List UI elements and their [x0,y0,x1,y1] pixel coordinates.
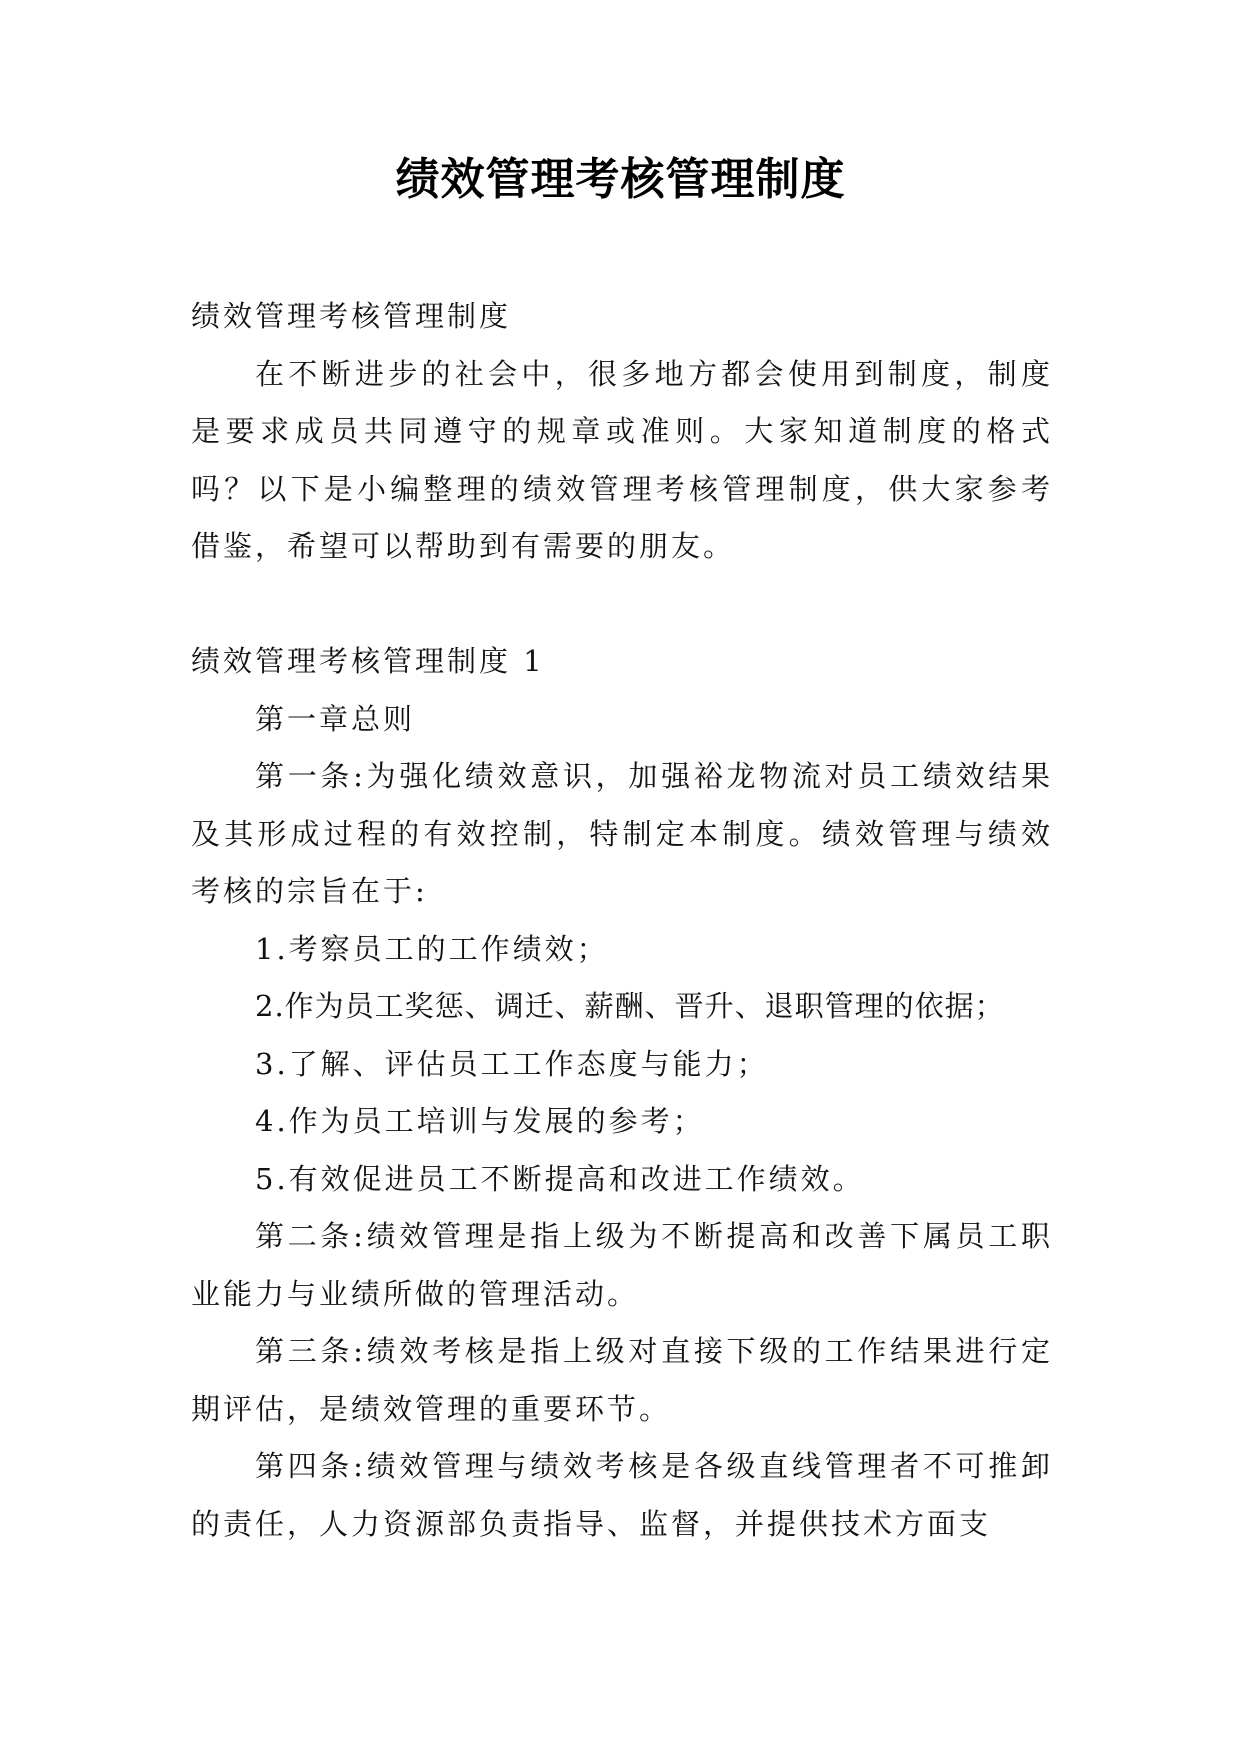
document-subtitle: 绩效管理考核管理制度 [191,299,512,333]
list-item: 3.了解、评估员工工作态度与能力； [255,1046,769,1081]
document-title: 绩效管理考核管理制度 [395,154,846,205]
intro-paragraph: 在不断进步的社会中，很多地方都会使用到制度，制度是要求成员共同遵守的规章或准则。大家知道制度的格式吗？以下是小编整理的绩效管理考核管理制度，供大家参考借鉴，希望可以帮助到有需要的朋友。 [191,356,1053,563]
article-2: 第二条:绩效管理是指上级为不断提高和改善下属员工职业能力与业绩所做的管理活动。 [191,1219,1053,1311]
document-body [191,288,1053,1553]
article-1: 第一条:为强化绩效意识，加强裕龙物流对员工绩效结果及其形成过程的有效控制，特制定本制度。绩效管理与绩效考核的宗旨在于: [191,759,1053,908]
list-item: 5.有效促进员工不断提高和改进工作绩效。 [255,1161,865,1196]
chapter-heading: 第一章总则 [255,701,416,736]
section-heading: 绩效管理考核管理制度 1 [191,644,545,678]
list-item: 2.作为员工奖惩、调迁、薪酬、晋升、退职管理的依据； [255,989,1005,1023]
list-item: 1.考察员工的工作绩效； [255,931,609,966]
list-item: 4.作为员工培训与发展的参考； [255,1104,705,1138]
article-4: 第四条:绩效管理与绩效考核是各级直线管理者不可推卸的责任，人力资源部负责指导、监督，并提供技术方面支 [191,1449,1053,1541]
article-3: 第三条:绩效考核是指上级对直接下级的工作结果进行定期评估，是绩效管理的重要环节。 [191,1334,1053,1426]
